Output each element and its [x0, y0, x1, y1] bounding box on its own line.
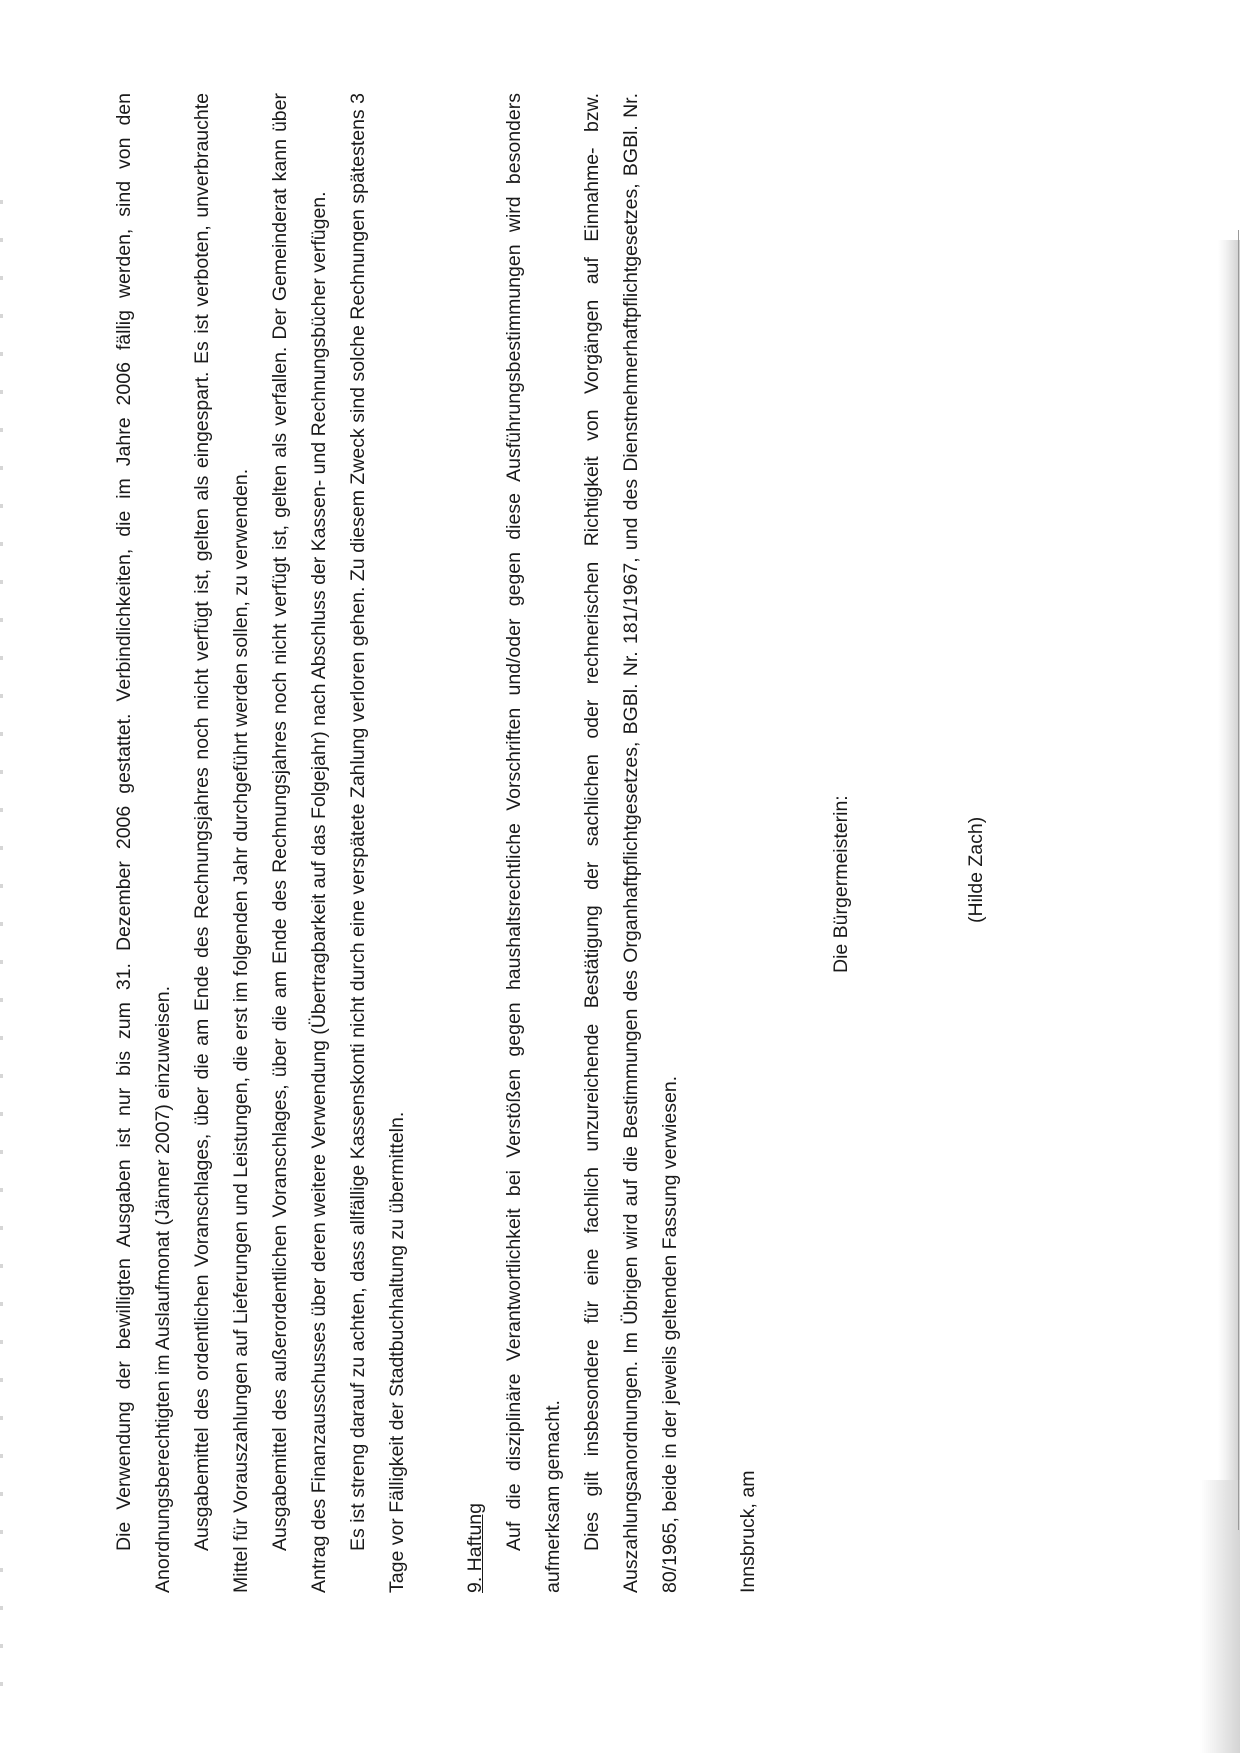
- paragraph-ausserordentlicher-voranschlag: Ausgabemittel des außerordentlichen Voranschlages, über die am Ende des Rechnungsjahres noch nicht verfügt ist, gelten als verfallen. Der Gemeinderat kann über Antrag des Finanzausschusses über deren weitere Verwendung (Übertragbarkeit auf das Folgejahr) nach Abschluss der Kassen- und Rechnungsbücher verfügen.: [269, 93, 330, 1593]
- place-date-line: Innsbruck, am: [737, 1470, 759, 1593]
- signature-block: [830, 0, 990, 1753]
- section-heading-haftung: 9. Haftung: [464, 1503, 486, 1593]
- paragraph-verwendung: Die Verwendung der bewilligten Ausgaben ist nur bis zum 31. Dezember 2006 gestattet. Verbindlichkeiten, die im Jahre 2006 fällig werden, sind von den Anordnungsberechtigten im Auslaufmonat (Jänner 2007) einzuweisen.: [113, 93, 174, 1593]
- document-body: [105, 93, 768, 1593]
- signature-title: Die Bürgermeisterin:: [830, 795, 852, 973]
- signature-name: (Hilde Zach): [965, 816, 987, 923]
- paragraph-disziplinaere-verantwortlichkeit: Auf die disziplinäre Verantwortlichkeit bei Verstößen gegen haushaltsrechtliche Vorschriften und/oder gegen diese Ausführungsbestimmungen wird besonders aufmerksam gemacht.: [503, 93, 564, 1593]
- paragraph-kassenskonti: Es ist streng darauf zu achten, dass allfällige Kassenskonti nicht durch eine verspätete Zahlung verloren gehen. Zu diesem Zweck sind solche Rechnungen spätestens 3 Tage vor Fälligkeit der Stadtbuchhaltung zu übermitteln.: [347, 93, 408, 1593]
- paragraph-organhaftpflicht: Dies gilt insbesondere für eine fachlich unzureichende Bestätigung der sachlichen oder rechnerischen Richtigkeit von Vorgängen auf Einnahme- bzw. Auszahlungsanordnungen. Im Übrigen wird auf die Bestimmungen des Organhaftpflichtgesetzes, BGBl. Nr. 181/1967, und des Dienstnehmerhaftpflichtgesetzes, BGBl. Nr. 80/1965, beide in der jeweils geltenden Fassung verwiesen.: [581, 93, 681, 1593]
- paragraph-ordentlicher-voranschlag: Ausgabemittel des ordentlichen Voranschlages, über die am Ende des Rechnungsjahres noch nicht verfügt ist, gelten als eingespart. Es ist verboten, unverbrauchte Mittel für Vorauszahlungen auf Lieferungen und Leistungen, die erst im folgenden Jahr durchgeführt werden sollen, zu verwenden.: [191, 93, 252, 1593]
